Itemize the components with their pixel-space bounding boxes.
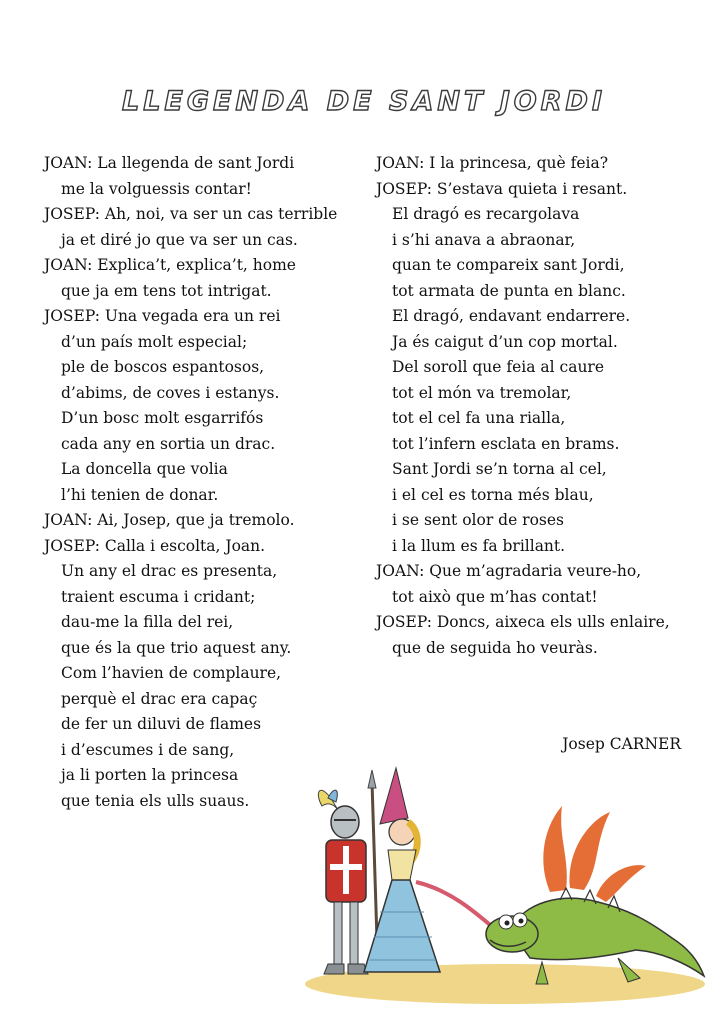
knight-figure	[318, 770, 378, 974]
verse-line: i el cel es torna més blau,	[392, 485, 594, 504]
saint-george-illustration	[300, 762, 710, 1012]
verse-line: i la llum es fa brillant.	[392, 536, 566, 555]
right-column	[376, 151, 696, 661]
verse-line: tot això que m’has contat!	[392, 587, 598, 606]
verse-line: d’abims, de coves i estanys.	[61, 383, 280, 402]
poem-title: LLEGENDA DE SANT JORDI	[121, 86, 607, 117]
verse-line: de fer un diluvi de flames	[61, 715, 262, 733]
verse-line: que ja em tens tot intrigat.	[61, 281, 272, 300]
verse-line: l’hi tenien de donar.	[61, 485, 219, 504]
verse-line: i se sent olor de roses	[392, 511, 565, 529]
verse-line: que tenia els ulls suaus.	[61, 791, 250, 810]
verse-line: JOAN: I la princesa, què feia?	[376, 154, 609, 172]
verse-line: JOSEP: S’estava quieta i resant.	[376, 179, 628, 198]
verse-line: dau-me la filla del rei,	[61, 613, 234, 631]
verse-line: ja li porten la princesa	[61, 766, 239, 784]
verse-line: JOAN: Explica’t, explica’t, home	[44, 256, 296, 274]
verse-line: que de seguida ho veuràs.	[392, 638, 598, 657]
left-column	[44, 151, 364, 814]
verse-line: D’un bosc molt esgarrifós	[61, 409, 264, 427]
author-signature: Josep CARNER	[562, 735, 681, 753]
verse-line: ple de boscos espantosos,	[61, 358, 265, 376]
princess-figure	[364, 768, 496, 972]
verse-line: JOSEP: Doncs, aixeca els ulls enlaire,	[376, 613, 670, 631]
verse-line: JOAN: Que m’agradaria veure-ho,	[376, 562, 642, 580]
verse-line: La doncella que volia	[61, 460, 228, 478]
verse-line: tot el cel fa una rialla,	[392, 409, 566, 427]
verse-line: JOAN: La llegenda de sant Jordi	[44, 154, 295, 172]
verse-line: quan te compareix sant Jordi,	[392, 256, 625, 274]
verse-line: i s’hi anava a abraonar,	[392, 230, 576, 249]
verse-line: d’un país molt especial;	[61, 332, 248, 351]
verse-line: tot l’infern esclata en brams.	[392, 434, 620, 453]
verse-line: perquè el drac era capaç	[61, 689, 258, 708]
verse-line: Un any el drac es presenta,	[61, 562, 278, 580]
verse-line: JOSEP: Calla i escolta, Joan.	[44, 536, 266, 555]
verse-line: Sant Jordi se’n torna al cel,	[392, 460, 607, 478]
verse-line: Del soroll que feia al caure	[392, 358, 605, 376]
verse-line: cada any en sortia un drac.	[61, 434, 276, 453]
verse-line: que és la que trio aquest any.	[61, 638, 292, 657]
dragon-flames	[543, 806, 646, 902]
verse-line: El dragó, endavant endarrere.	[392, 307, 631, 325]
verse-line: JOSEP: Una vegada era un rei	[44, 307, 281, 325]
verse-line: i d’escumes i de sang,	[61, 740, 235, 759]
verse-line: JOSEP: Ah, noi, va ser un cas terrible	[44, 205, 338, 223]
verse-line: Ja és caigut d’un cop mortal.	[392, 332, 618, 351]
verse-line: traient escuma i cridant;	[61, 587, 256, 606]
verse-line: tot armata de punta en blanc.	[392, 281, 626, 300]
verse-line: El dragó es recargolava	[392, 205, 580, 223]
verse-line: JOAN: Ai, Josep, que ja tremolo.	[44, 511, 295, 529]
verse-line: me la volguessis contar!	[61, 179, 252, 198]
verse-line: ja et diré jo que va ser un cas.	[61, 230, 298, 249]
verse-line: Com l’havien de complaure,	[61, 664, 282, 682]
verse-line: tot el món va tremolar,	[392, 383, 572, 402]
